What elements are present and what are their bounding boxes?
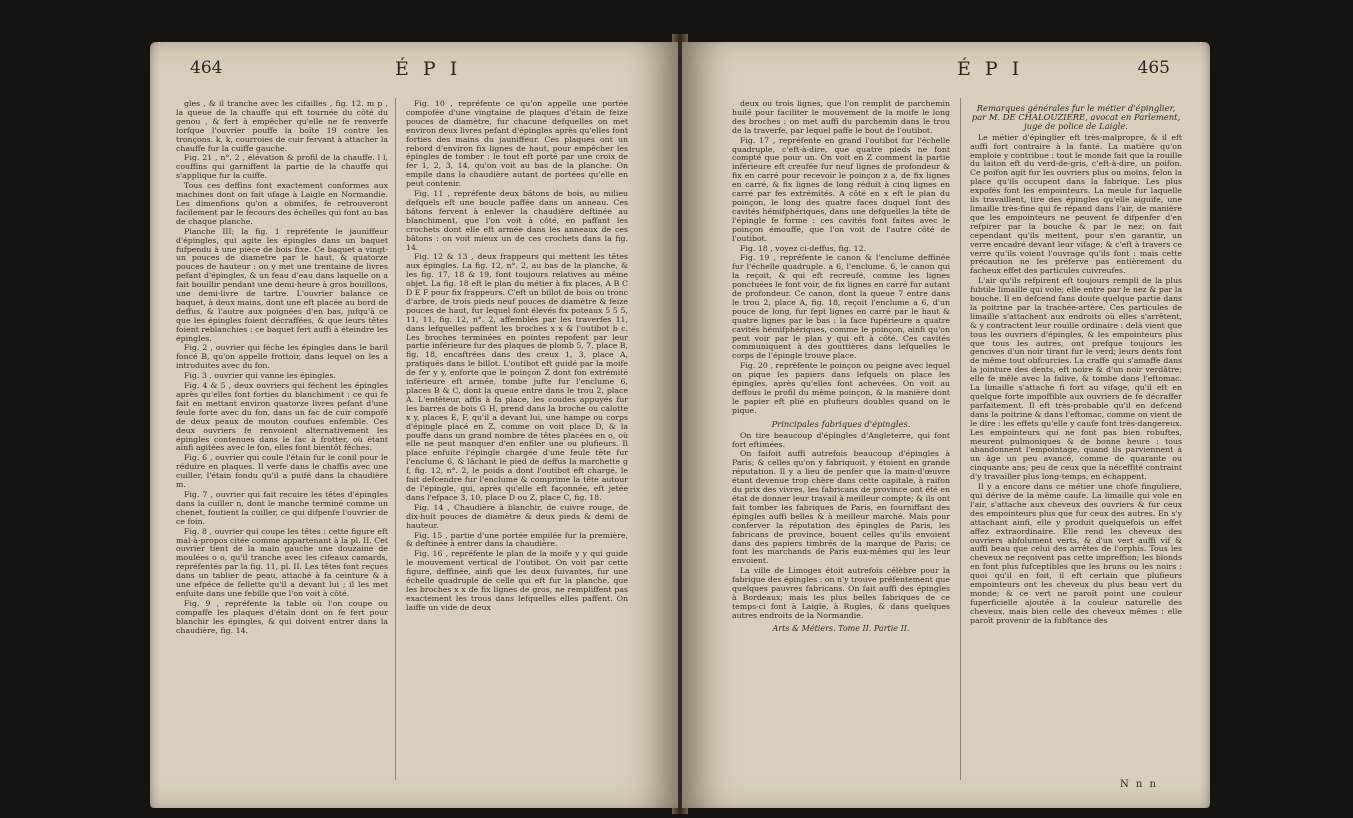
paragraph: Planche III; la fig. 1 repréfente le jauniffeur d'épingles, qui agite les épingles dans un baquet fufpendu à une pièce de bois fixe. Ce baquet a vingt-un pouces de diametre par le haut, & quatorze pouces de hauteur : on y met une trentaine de livres pefant d'épingles, & un feau d'eau dans laquelle on a fait bouillir pendant une demi-heure à gros bouillons, une demi-livre de tartre. L'ouvrier balance ce baquet, à deux mains, dont une eft placée au bord de deffus, & l'autre aux poignées d'en bas, jufqu'à ce que les épingles foient décraffées, & que leurs têtes foient reblanchies : ce baquet fert auffi à éteindre les épingles. (176, 226, 388, 343)
right-page-column-2 (970, 100, 1182, 790)
paragraph: Fig. 21 , n°. 2 , élévation & profil de la chauffe. l l, couffins qui garniffent la partie de la chauffe qui s'applique fur la cuiffe. (176, 153, 388, 181)
paragraph: Fig. 19 , repréfente le canon & l'enclume deffinée fur l'échelle quadruple. a 6, l'enclume. 6, le canon qui la reçoit, & qui eft recreufé, comme les lignes ponctuées le font voir, de fix lignes en carré fur autant de profondeur. Ce canon, dont la queue 7 entre dans le trou 2, place A, fig. 18, reçoit l'enclume a 6, d'un pouce de long, fur fept lignes en carré par le haut & quatre lignes par le bas : la face fupérieure a quatre cavités hémifphériques, comme le poinçon, ainfi qu'on peut voir par le plan y qui eft à côté. Ces cavités communiquent à des gouttières dans lefquelles le corps de l'épingle trouve place. (732, 253, 950, 361)
paragraph: Fig. 12 & 13 , deux frappeurs qui mettent les têtes aux épingles. La fig. 12, n°. 2, au bas de la planche, & les fig. 17, 18 & 19, font toujours relatives au même objet. La fig. 18 eft le plan du métier à fix places, A B C D E F pour fix frappeurs. C'eft un billot de bois ou tronc d'arbre, de trois pieds neuf pouces de diamètre & feize pouces de haut, fur lequel font élevés fix poteaux 5 5 5, 11, 11, fig. 12, n°. 2, affemblés par les traverfes 11, dans lefquelles paffent les broches x x & l'outibot b c. Les broches terminées en pointes repofent par leur partie inférieure fur des plaques de plomb 5, 7, place B, fig. 18, encaftrées dans des creux 1, 3, place A, pratiqués dans le billot. L'outibot eft guidé par la moife de fer y y, enforte que le poinçon Z dont fon extrémité inférieure eft armée, tombe jufte fur l'enclume 6, places B & C, dont la queue entre dans le trou 2, place A. L'entêteur, affis à fa place, les coudes appuyés fur les barres de bois G H, prend dans la broche ou calotte x y, places E, F, qu'il a devant lui, une hampe ou corps d'épingle placé en Z, comme on voit place D, & la pouffe dans un grand nombre de têtes placées en o, où elle ne peut manquer d'en enfiler une ou plufieurs. Il place enfuite l'épingle chargée d'une feule tête fur l'enclume 6, & lâchant le pied de deffus la marchette g f, fig. 12, n°. 2, le poids a dont l'outibot eft chargé, le fait defcendre fur l'enclume & comprime la tête autour de l'épingle, qui, après qu'elle eft façonnée, eft jetée dans l'efpace 3, 10, place D ou Z, place C, fig. 18. (406, 252, 628, 502)
paragraph: Il y a encore dans ce métier une chofe finguliere, qui dérive de la même caufe. La limaille qui vole en l'air, s'attache aux cheveux des ouvriers & fur ceux des empointeurs plus que fur ceux des autres. En s'y attachant ainfi, elle y produit quelquefois un effet affez extraordinaire. Elle rend les cheveux des ouvriers abfolument verts, & d'un vert auffi vif & auffi beau que celui des arrêtes de l'orphis. Tous les cheveux ne reçoivent pas cette impreffion; les blonds en font plus fufceptibles que les bruns ou les noirs : quoi qu'il en foit, il eft certain que plufieurs empointeurs ont les cheveux du plus beau vert du monde; & ce vert ne paroît point une couleur fuperficielle ajoutée à la couleur naturelle des cheveux, mais bien celle des cheveux mêmes : elle paroît provenir de la fubftance des (970, 482, 1182, 625)
paragraph: Fig. 8 , ouvrier qui coupe les têtes : cette figure eft mal-à-propos citée comme appartenant à la pl. II. Cet ouvrier tient de la main gauche une douzaine de moulées o o, qu'il tranche avec les cifeaux camards, repréfentés par la fig. 11, pl. II. Les têtes font reçues dans un tablier de peau, attaché à fa ceinture & à une efpéce de fellette qu'il a devant lui ; il les met enfuite dans une febille que l'on voit à côté. (176, 526, 388, 598)
paragraph: Fig. 16 , repréfente le plan de la moife y y qui guide le mouvement vertical de l'outibot. On voit par cette figure, deffinée, ainfi que les deux fuivantes, fur une échelle quadruple de celle qui eft fur la planche, que les broches x x de fix lignes de gros, ne rempliffent pas exactement les trous dans lefquelles elles paffent. On laiffe un vide de deux (406, 549, 628, 612)
volume-footer: Arts & Métiers. Tome II. Partie II. (772, 623, 910, 633)
column-rule (960, 98, 961, 780)
paragraph: On faifoit auffi autrefois beaucoup d'épingles à Paris; & celles qu'on y fabriquoit, y étoient en grande réputation. Il y a lieu de penfer que la main-d'œuvre étant devenue trop chère dans cette capitale, à raifon du prix des vivres, les fabricans de province ont été en état de donner leur travail à meilleur compte; & ils ont fait tomber les fabriques de Paris, en fourniffant des épingles auffi belles & à meilleur marché. Mais pour conferver la réputation des épingles de Paris, les fabricans de province, bouent celles qu'ils envoient dans des papiers timbrés de la marque de Paris; ce font les marchands de Paris eux-mêmes qui les leur envoient. (732, 449, 950, 566)
paragraph: Fig. 20 , repréfente le poinçon ou peigne avec lequel on pique les papiers dans lefquels on place les épingles, après qu'elles font achevées. On voit au deffous le profil du même poinçon, & la manière dont le papier eft plié en plufieurs doubles quand on le pique. (732, 361, 950, 415)
section-title: Remarques générales fur le métier d'épinglier, par M. DE CHALOUZIERE, avocat en Parlement, juge de police de Laigle. (971, 103, 1181, 131)
running-head: É P I (395, 58, 462, 80)
paragraph: gles , & il tranche avec les cifailles , fig. 12. m p , la queue de la chauffe qui eft tournée du côté du genou , & fert à empêcher qu'elle ne fe renverfe lorfque l'ouvrier pouffe la boîte 19 contre les tronçons. k, k, courroies de cuir fervant à attacher la chauffe fur la cuiffe gauche. (176, 100, 388, 153)
column-rule (395, 98, 396, 780)
left-page-header (190, 58, 638, 82)
paragraph: Fig. 9 , repréfente la table où l'on coupe ou compaffe les plaques d'étain dont on fe fert pour blanchir les épingles, & qui doivent entrer dans la chaudière, fig. 14. (176, 598, 388, 635)
running-head: É P I (957, 58, 1024, 80)
left-page (150, 42, 678, 808)
paragraph: Fig. 11 , repréfente deux bâtons de bois, au milieu defquels eft une boucle paffée dans un anneau. Ces bâtons fervent à enlever la chaudière deftinée au blanchiment, que l'on voit à côté, en paffant les crochets dont elle eft armée dans les anneaux de ces bâtons : on voit mieux un de ces crochets dans la fig. 14. (406, 189, 628, 252)
paragraph: Fig. 18 , voyez ci-deffus, fig. 12. (740, 243, 867, 253)
right-page-column-1 (732, 100, 950, 790)
paragraph: Fig. 2 , ouvrier qui féche les épingles dans le baril foncé B, qu'on appelle frottoir, dans lequel on les a introduites avec du fon. (176, 343, 388, 371)
signature-mark: N n n (1120, 779, 1158, 790)
paragraph: Tous ces deffins font exactement conformes aux machines dont on fait ufage à Laigle en Normandie. Les dimenfions qu'on a obmifes, fe retrouveront facilement par le fecours des échelles qui font au bas de chaque planche. (176, 181, 388, 226)
paragraph: Fig. 6 , ouvrier qui coule l'étain fur le conil pour le réduire en plaques. Il verfe dans le chaffis avec une cuiller, l'étain fondu qu'il a puifé dans la chaudière m. (176, 453, 388, 490)
section-title: Principales fabriques d'épingles. (771, 418, 911, 429)
open-book (150, 14, 1210, 814)
paragraph: Fig. 15 , partie d'une portée empilée fur la première, & deftinée à entrer dans la chaudière. (406, 530, 628, 549)
paragraph: Fig. 10 , repréfente ce qu'on appelle une portée compofée d'une vingtaine de plaques d'étain de feize pouces de diamètre, fur chacune defquelles on met environ deux livres pefant d'épingles après qu'elles font forties des mains du jauniffeur. Ces plaques ont un rebord d'environ fix lignes de haut, pour empêcher les épingles de tomber : le tout eft porté par une croix de fer 1, 2, 3, 14, qu'on voit au bas de la planche. On empile dans la chaudière autant de portées qu'elle en peut contenir. (406, 100, 628, 189)
paragraph: Fig. 17 , repréfente en grand l'outibot fur l'échelle quadruple, c'eft-à-dire, que quatre pieds ne font compté que pour un. On voit en Z comment la partie inférieure eft creufée fur neuf lignes de profondeur & fix en carré pour recevoir le poinçon z a, de fix lignes en carré, & fix lignes de long réduit à cinq lignes en carré par fes extrémités. A côté en x eft le plan du poinçon, le long des quatre faces duquel font des cavités hémifphériques, dans une defquelles la tête de l'épingle fe forme : ces cavités font faites avec le poinçon émouffé, que l'on voit de l'autre côté de l'outibot. (732, 135, 950, 243)
paragraph: deux ou trois lignes, que l'on remplit de parchemin huilé pour faciliter le mouvement de la moife le long des broches : on met auffi du parchemin dans le trou de la traverfe, par lequel paffe le bout de l'outibot. (732, 100, 950, 135)
page-number: 464 (190, 58, 223, 78)
paragraph: L'air qu'ils refpirent eft toujours rempli de la plus fubtile limaille qui vole; elle entre par le nez & par la bouche. Il en defcend fans doute quelque partie dans la poitrine par la trachée-artère. Ces particules de limaille s'attachent aux endroits où elles s'arrêtent, & y contractent leur rouille ordinaire : delà vient que tous les ouvriers d'épingles, & les empointeurs plus que tous les autres, ont prefque toujours les gencives d'un noir tirant fur le verd; leurs dents font de même tout obfcurcies. La craffe qui s'amaffe dans la jointure des dents, eft noire & d'un noir verdâtre; elle fe mêle avec la falive, & tombe dans l'eftomac. La limaille s'attache fi fort au vifage, qu'il eft en quelque forte impoffible aux ouvriers de fe décraffer parfaitement. Il eft très-probable qu'il en defcend dans la poitrine & dans l'eftomac, comme on vient de le dire : les effets qu'elle y caufe font très-dangereux. Les empointeurs qui ne font pas bien robuftes, meurent pulmoniques & de bonne heure : tous abandonnent l'empointage, quand ils parviennent à un âge un peu avancé, comme de quarante ou cinquante ans; peu de ceux que la néceffité contraint d'y travailler plus long-temps, en échappent. (970, 276, 1182, 482)
left-page-column-1 (176, 100, 388, 790)
right-page-header (722, 58, 1170, 82)
right-page (682, 42, 1210, 808)
paragraph: Fig. 4 & 5 , deux ouvriers qui féchent les épingles après qu'elles font forties du blanchiment : ce qui fe fait en mettant environ quatorze livres pefant d'une feule forte avec du fon, dans un fac de cuir compofé de deux peaux de mouton coufues enfemble. Ces deux ouvriers fe renvoient alternativement les épingles contenues dans le fac à frotter, où étant ainfi agitées avec le fon, elles font bientôt féches. (176, 381, 388, 453)
paragraph: Fig. 7 , ouvrier qui fait recuire les têtes d'épingles dans la cuiller n, dont le manche terminé comme un chenet, foutient la cuiller, ce qui difpenfe l'ouvrier de ce foin. (176, 489, 388, 526)
page-number: 465 (1137, 58, 1170, 78)
paragraph: La ville de Limoges étoit autrefois célèbre pour la fabrique des épingles : on n'y trouve préfentement que quelques pauvres fabricans. On fait auffi des épingles à Bordeaux; mais les plus belles fabriques de ce temps-ci font à Laigle, à Rugles, & dans quelques autres endroits de la Normandie. (732, 566, 950, 620)
left-page-column-2 (406, 100, 628, 790)
paragraph: Le métier d'épinglier eft très-malpropre, & il eft auffi fort contraire à la fanté. La matière qu'on emploie y contribue : tout le monde fait que la rouille du laiton eft du verd-de-gris, c'eft-à-dire, un poifon. Ce poifon agit fur les ouvriers plus ou moins, felon la place qu'ils occupent dans la fabrique. Les plus expofés font les empointeurs. La meule fur laquelle ils travaillent, tire des épingles qu'elle aiguife, une limaille très-fine qui fe répand dans l'air, de manière que les empointeurs ne peuvent fe difpenfer d'en refpirer par la bouche & par le nez; on fait cependant qu'ils mettent, pour s'en garantir, un verre encadré devant leur vifage; & c'eft à travers ce verre qu'ils voient l'ouvrage qu'ils font : mais cette précaution ne les préferve pas entièrement du facheux effet des particules cuivreufes. (970, 132, 1182, 276)
paragraph: Fig. 3 , ouvrier qui vanne les épingles. (184, 371, 336, 381)
paragraph: Fig. 14 , Chaudière à blanchir, de cuivre rouge, de dix-huit pouces de diamètre & deux pieds & demi de hauteur. (406, 502, 628, 530)
paragraph: On tire beaucoup d'épingles d'Angleterre, qui font fort eftimées. (732, 430, 950, 449)
